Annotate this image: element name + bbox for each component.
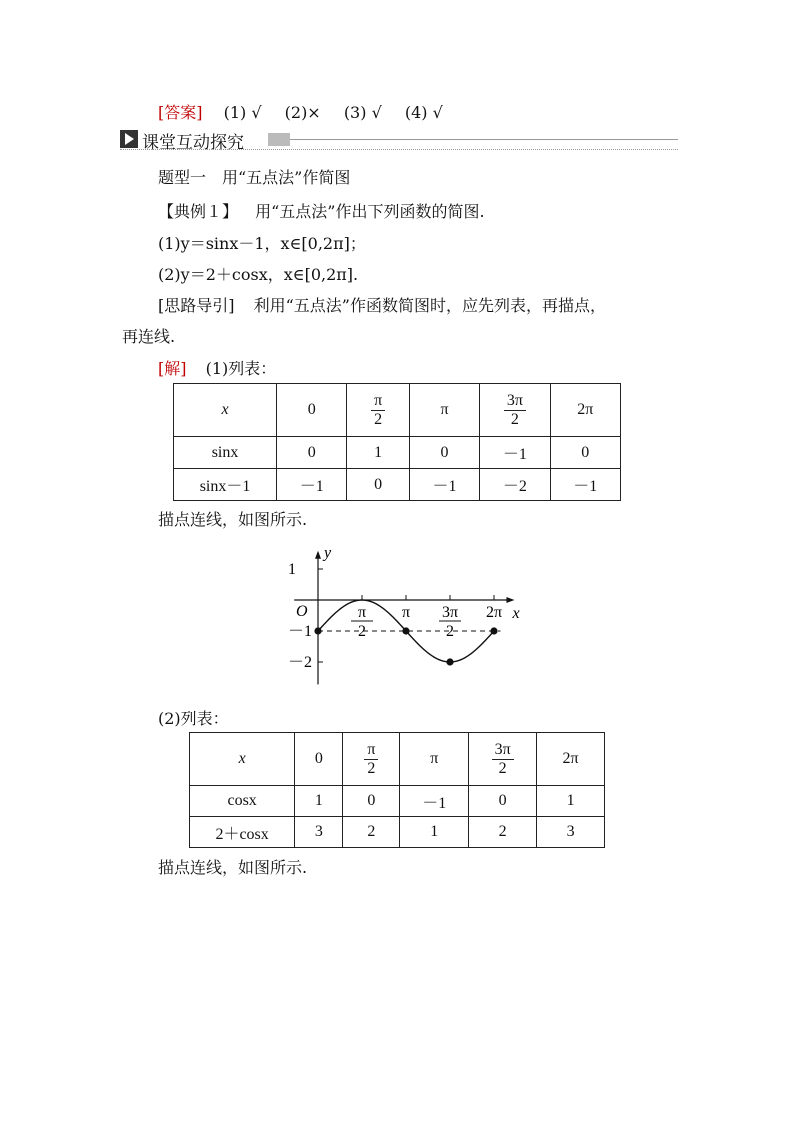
table-cell: sinx <box>174 437 277 469</box>
fraction-3pi-over-2: $\frac{3\pi}{2}$ <box>504 392 526 428</box>
table-cell: sinx－1 <box>174 469 277 501</box>
table-cell: 0 <box>550 437 620 469</box>
table-cell: 2π <box>550 384 620 437</box>
table-cell: －1 <box>480 437 550 469</box>
x-tick-label: 2π <box>485 604 503 621</box>
sine-graph <box>280 533 560 693</box>
table-row <box>174 437 621 469</box>
play-arrow-icon <box>120 130 138 148</box>
table-cell: 1 <box>400 817 469 848</box>
table-cell: 1 <box>537 786 605 817</box>
problem-1: (1)y＝sinx－1，x∈[0,2π]； <box>158 234 366 253</box>
fraction-pi-over-2: $\frac{\pi}{2}$ <box>364 741 378 777</box>
table-row <box>174 384 621 437</box>
answer-item-4: (4) √ <box>404 103 443 122</box>
table-cell: x <box>190 733 295 786</box>
answer-line <box>158 100 461 123</box>
table-cell: 1 <box>295 786 343 817</box>
section-rule <box>290 139 678 140</box>
table-cell <box>347 384 409 437</box>
topic-heading: 题型一 用“五点法”作简图 <box>158 168 351 187</box>
table-cell: 2 <box>469 817 537 848</box>
x-tick-denominator: 2 <box>358 623 366 640</box>
x-axis-arrow <box>506 597 514 603</box>
y-tick-label: －1 <box>288 623 313 640</box>
table-cell <box>480 384 550 437</box>
table-cell: 0 <box>277 384 347 437</box>
solution-part2: (2)列表： <box>158 709 229 728</box>
value-table-1 <box>173 383 621 501</box>
fraction-3pi-over-2: $\frac{3\pi}{2}$ <box>492 741 514 777</box>
y-axis-arrow <box>315 551 321 559</box>
example-text: 用“五点法”作出下列函数的简图. <box>255 202 485 221</box>
data-point <box>402 627 409 634</box>
table-row <box>190 786 605 817</box>
table-cell: －1 <box>550 469 620 501</box>
section-header <box>120 128 678 153</box>
table-cell: －1 <box>409 469 479 501</box>
solution-label: [解] <box>158 359 187 378</box>
table-cell: π <box>409 384 479 437</box>
y-tick-label: 1 <box>288 561 296 578</box>
table-cell <box>343 733 400 786</box>
table-cell: 0 <box>347 469 409 501</box>
table-row <box>190 733 605 786</box>
origin-label: O <box>296 603 308 620</box>
data-point <box>446 658 453 665</box>
table-cell: 0 <box>469 786 537 817</box>
hint-line-1 <box>158 293 606 316</box>
answer-item-3: (3) √ <box>343 103 382 122</box>
x-tick-numerator: 3π <box>441 604 459 621</box>
table-cell: x <box>174 384 277 437</box>
section-decoration <box>268 133 290 146</box>
solution-line <box>158 356 276 379</box>
y-tick-label: －2 <box>288 654 313 671</box>
table-cell: －1 <box>277 469 347 501</box>
table-cell: 0 <box>277 437 347 469</box>
data-point <box>314 627 321 634</box>
table-cell: －2 <box>480 469 550 501</box>
x-tick-label: π <box>401 604 411 621</box>
problem-2: (2)y＝2＋cosx，x∈[0,2π]. <box>158 265 359 284</box>
data-point <box>490 627 497 634</box>
answer-item-2: (2)× <box>284 103 321 122</box>
section-underline <box>120 149 678 150</box>
table-cell: cosx <box>190 786 295 817</box>
table-cell: 2＋cosx <box>190 817 295 848</box>
section-title: 课堂互动探究 <box>142 133 244 153</box>
table-cell: 2π <box>537 733 605 786</box>
solution-part1: (1)列表： <box>205 359 277 378</box>
hint-line-2: 再连线. <box>122 327 176 346</box>
table-cell: π <box>400 733 469 786</box>
value-table-2 <box>189 732 605 848</box>
hint-label: [思路导引] <box>158 296 235 315</box>
table-cell: 3 <box>537 817 605 848</box>
example-line <box>158 199 485 222</box>
table-cell: 0 <box>295 733 343 786</box>
table-cell <box>469 733 537 786</box>
y-axis-label: y <box>324 544 332 562</box>
fraction-pi-over-2: $\frac{\pi}{2}$ <box>371 392 385 428</box>
answer-label: [答案] <box>158 103 203 122</box>
example-label: 【典例１】 <box>158 202 239 221</box>
table-cell: 1 <box>347 437 409 469</box>
answer-item-1: (1) √ <box>223 103 262 122</box>
table-cell: 0 <box>343 786 400 817</box>
x-tick-denominator: 2 <box>446 623 454 640</box>
hint-text: 利用“五点法”作函数简图时，应先列表，再描点， <box>253 296 606 315</box>
plot-caption-2: 描点连线，如图所示. <box>158 858 308 877</box>
table-cell: 0 <box>409 437 479 469</box>
table-cell: 3 <box>295 817 343 848</box>
table-row <box>174 469 621 501</box>
plot-caption-1: 描点连线，如图所示. <box>158 510 308 529</box>
x-tick-numerator: π <box>357 604 367 621</box>
table-cell: 2 <box>343 817 400 848</box>
x-axis-label: x <box>512 605 520 622</box>
table-row <box>190 817 605 848</box>
table-cell: －1 <box>400 786 469 817</box>
